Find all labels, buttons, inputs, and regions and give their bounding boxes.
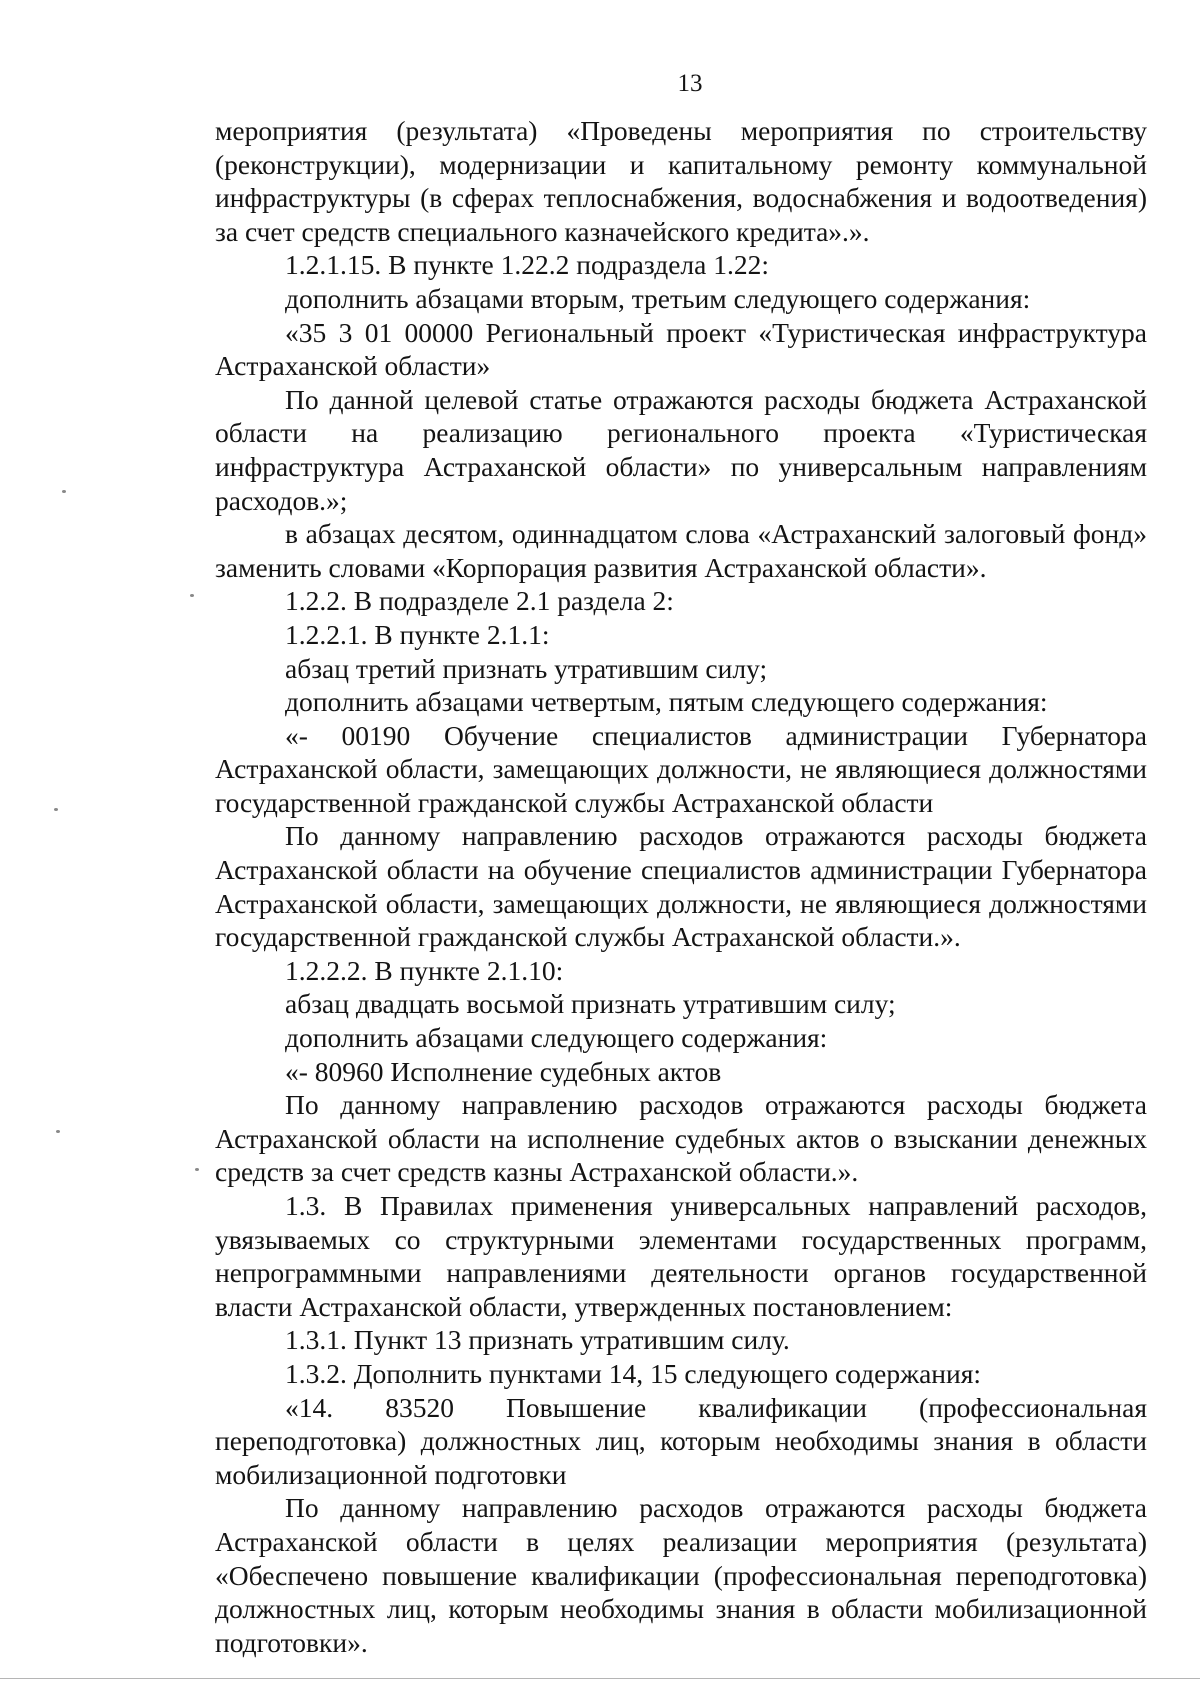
paragraph: 1.3. В Правилах применения универсальных направлений расходов, увязываемых со структурными элементами государственных программ, непрограммными направлениями деятельности органов государственной власти Астраханской области, утвержденных постановлением:	[215, 1190, 1147, 1322]
scan-edge-line	[0, 1678, 1200, 1679]
paragraph: 1.2.2.2. В пункте 2.1.10:	[285, 954, 564, 986]
paragraph: абзац третий признать утратившим силу;	[285, 652, 768, 684]
paragraph: дополнить абзацами четвертым, пятым следующего содержания:	[285, 686, 1048, 718]
document-body	[215, 114, 1147, 1659]
scan-speck	[195, 1168, 199, 1171]
paragraph: абзац двадцать восьмой признать утратившим силу;	[285, 988, 896, 1020]
paragraph: «35 3 01 00000 Региональный проект «Туристическая инфраструктура Астраханской области»	[215, 316, 1147, 382]
paragraph: дополнить абзацами вторым, третьим следующего содержания:	[285, 282, 1031, 314]
paragraph: 1.3.1. Пункт 13 признать утратившим силу.	[285, 1324, 790, 1356]
paragraph: 1.2.2. В подразделе 2.1 раздела 2:	[285, 585, 674, 617]
paragraph: «14. 83520 Повышение квалификации (профессиональная переподготовка) должностных лиц, которым необходимы знания в области мобилизационной подготовки	[215, 1391, 1147, 1490]
paragraph: По данной целевой статье отражаются расходы бюджета Астраханской области на реализацию регионального проекта «Туристическая инфраструктура Астраханской области» по универсальным направлениям расходов.»;	[215, 383, 1147, 516]
paragraph: «- 00190 Обучение специалистов администрации Губернатора Астраханской области, замещающих должности, не являющиеся должностями государственной гражданской службы Астраханской области	[215, 719, 1147, 818]
paragraph: По данному направлению расходов отражаются расходы бюджета Астраханской области на обучение специалистов администрации Губернатора Астраханской области, замещающих должности, не являющиеся должностями государственной гражданской службы Астраханской области.».	[215, 820, 1147, 953]
paragraph: 1.2.2.1. В пункте 2.1.1:	[285, 618, 550, 650]
paragraph: По данному направлению расходов отражаются расходы бюджета Астраханской области на исполнение судебных актов о взыскании денежных средств за счет средств казны Астраханской области.».	[215, 1089, 1147, 1188]
paragraph: 1.2.1.15. В пункте 1.22.2 подраздела 1.22:	[285, 249, 770, 281]
paragraph: «- 80960 Исполнение судебных актов	[285, 1055, 722, 1087]
scan-speck	[62, 490, 66, 493]
page-number: 13	[677, 70, 703, 97]
paragraph: в абзацах десятом, одиннадцатом слова «Астраханский залоговый фонд» заменить словами «Корпорация развития Астраханской области».	[215, 518, 1147, 583]
paragraph: 1.3.2. Дополнить пунктами 14, 15 следующего содержания:	[285, 1357, 982, 1389]
scan-speck	[54, 808, 58, 811]
scan-speck	[56, 1130, 60, 1133]
paragraph: мероприятия (результата) «Проведены мероприятия по строительству (реконструкции), модернизации и капитальному ремонту коммунальной инфраструктуры (в сферах теплоснабжения, водоснабжения и водоотведения) за счет средств специального казначейского кредита».».	[215, 115, 1147, 247]
scan-speck	[190, 594, 194, 597]
paragraph: По данному направлению расходов отражаются расходы бюджета Астраханской области в целях реализации мероприятия (результата) «Обеспечено повышение квалификации (профессиональная переподготовка) должностных лиц, которым необходимы знания в области мобилизационной подготовки».	[215, 1492, 1147, 1658]
paragraph: дополнить абзацами следующего содержания:	[285, 1022, 828, 1054]
